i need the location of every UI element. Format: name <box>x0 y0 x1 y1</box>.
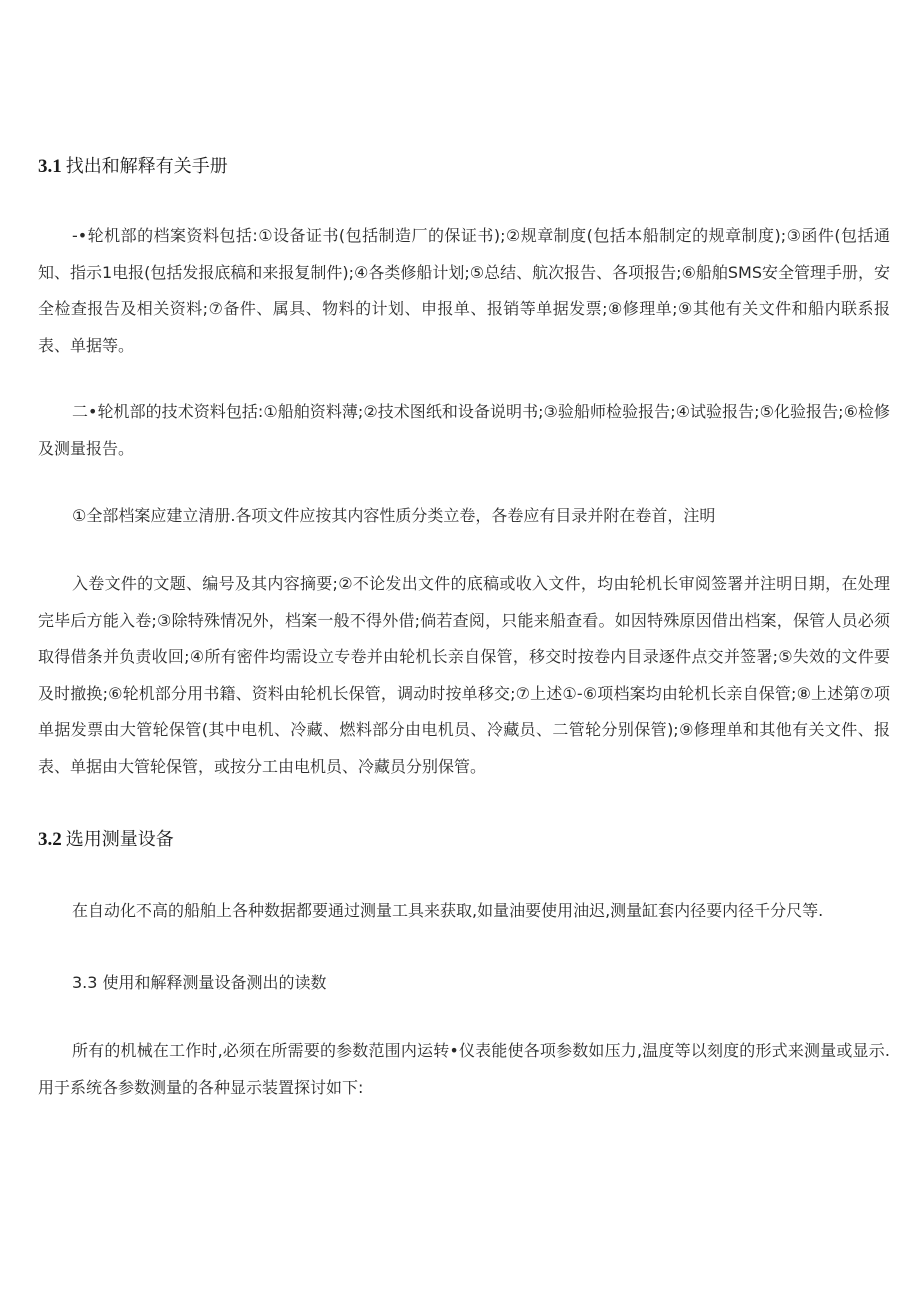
paragraph-archive-rules: 入卷文件的文题、编号及其内容摘要;②不论发出文件的底稿或收入文件，均由轮机长审阅签署并注明日期，在处理完毕后方能入卷;③除特殊情况外，档案一般不得外借;倘若查阅，只能来船查看。如因特殊原因借出档案，保管人员必须取得借条并负责收回;④所有密件均需设立专卷并由轮机长亲自保管，移交时按卷内目录逐件点交并签署;⑤失效的文件要及时撤换;⑥轮机部分用书籍、资料由轮机长保管，调动时按单移交;⑦上述①-⑥项档案均由轮机长亲自保管;⑧上述第⑦项单据发票由大管轮保管(其中电机、冷藏、燃料部分由电机员、冷藏员、二管轮分别保管);⑨修理单和其他有关文件、报表、单据由大管轮保管，或按分工由电机员、冷藏员分别保管。 <box>38 574 890 776</box>
paragraph-technical-materials: 二•轮机部的技术资料包括:①船舶资料薄;②技术图纸和设备说明书;③验船师检验报告;④试验报告;⑤化验报告;⑥检修及测量报告。 <box>38 402 890 458</box>
section-number: 3.2 <box>38 829 62 850</box>
paragraph-instrument-readings: 所有的机械在工作时,必须在所需要的参数范围内运转•仪表能使各项参数如压力,温度等以刻度的形式来测量或显示.用于系统各参数测量的各种显示装置探讨如下: <box>38 1041 890 1097</box>
paragraph-measuring-tools: 在自动化不高的船舶上各种数据都要通过测量工具来获取,如量油要使用油迟,测量缸套内径要内径千分尺等. <box>72 901 824 920</box>
section-title: 找出和解释有关手册 <box>65 156 228 177</box>
section-title: 选用测量设备 <box>65 829 174 850</box>
paragraph-archive-materials: -•轮机部的档案资料包括:①设备证书(包括制造厂的保证书);②规章制度(包括本船制定的规章制度);③函件(包括通知、指示1电报(包括发报底稿和来报复制件);④各类修船计划;⑤总结、航次报告、各项报告;⑥船舶SMS安全管理手册，安全检查报告及相关资料;⑦备件、属具、物料的计划、申报单、报销等单据发票;⑧修理单;⑨其他有关文件和船内联系报表、单据等。 <box>38 226 890 355</box>
section-3-1-heading <box>38 155 228 179</box>
section-3-3-heading: 3.3 使用和解释测量设备测出的读数 <box>72 973 327 992</box>
section-number: 3.1 <box>38 156 62 177</box>
section-3-2-heading <box>38 828 174 852</box>
paragraph-archive-rules-intro: ①全部档案应建立清册.各项文件应按其内容性质分类立卷，各卷应有目录并附在卷首，注明 <box>72 506 716 525</box>
